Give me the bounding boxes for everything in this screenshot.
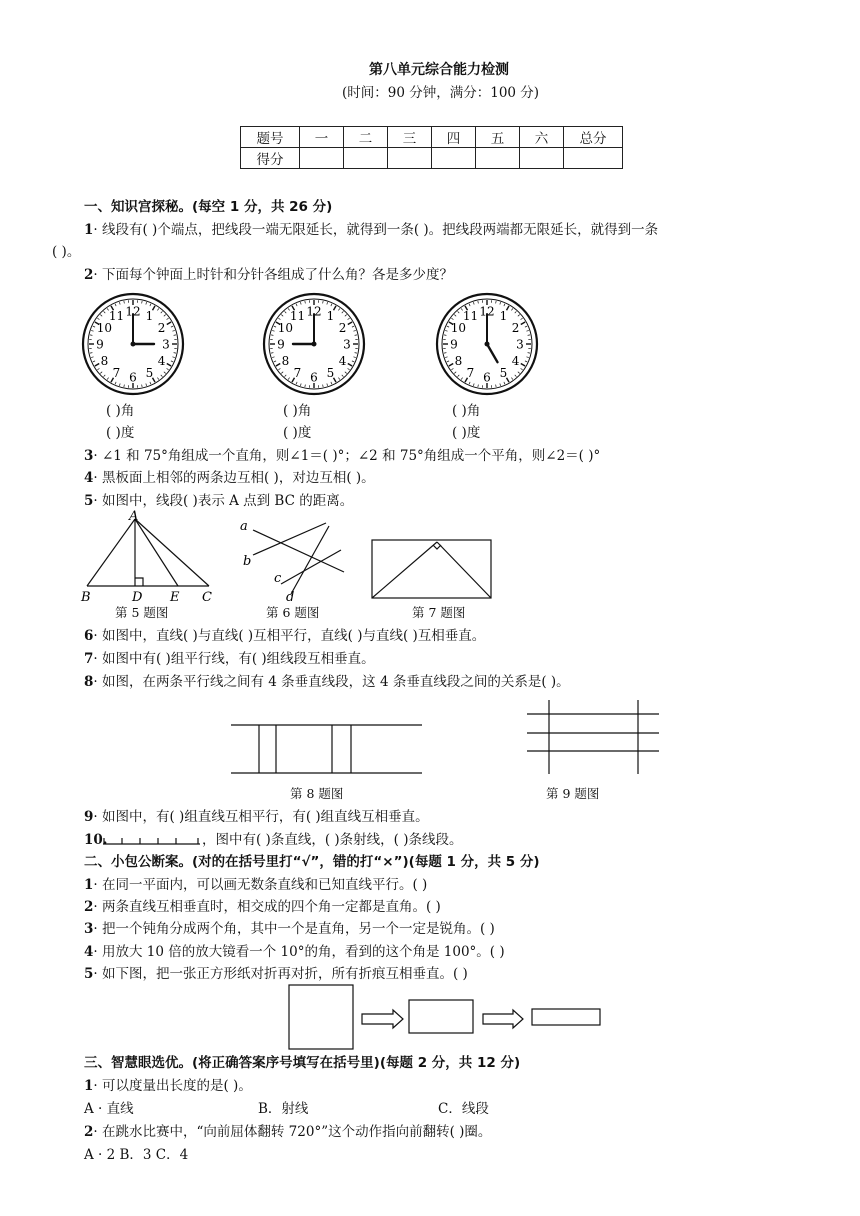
clock-3 (434, 291, 540, 397)
score-cell[interactable] (432, 148, 476, 169)
section-1-title: 一、知识宫探秘。(每空 1 分，共 26 分) (84, 199, 333, 215)
clock-tick (167, 318, 169, 319)
clock-tick (444, 353, 446, 354)
clock-tick (272, 357, 274, 358)
question-number: 10. (84, 832, 108, 848)
clock-center-pin (131, 342, 136, 347)
clock-tick (115, 382, 116, 384)
clock-center-pin (312, 342, 317, 347)
question-text: · 在跳水比赛中，“向前屈体翻转 720°”这个动作指向前翻转( )圈。 (93, 1124, 492, 1140)
score-cell[interactable] (344, 148, 388, 169)
score-header-cell: 六 (520, 127, 564, 148)
clock-number: 11 (108, 308, 125, 323)
clock-tick (305, 385, 306, 387)
clock-tick (473, 383, 474, 385)
clock-tick (305, 301, 306, 303)
clock-number: 9 (96, 337, 104, 352)
clock-tick (90, 335, 92, 336)
clock-tick (445, 357, 447, 358)
question-number: 1 (84, 877, 94, 893)
clock-tick (274, 361, 276, 362)
clock-tick (93, 326, 95, 327)
clock-tick (458, 311, 460, 313)
figure-5-label-e: E (170, 590, 180, 605)
score-cell[interactable] (300, 148, 344, 169)
clock-1-angle-blank[interactable]: ( )角 (106, 403, 135, 419)
clock-tick (345, 372, 347, 374)
clock-number: 7 (112, 366, 121, 381)
clock-tick (444, 335, 446, 336)
question-1-1-continued: ( )。 (52, 244, 81, 260)
question-1-10-text: ，图中有( )条直线，( )条射线，( )条线段。 (202, 832, 463, 848)
question-number: 2 (84, 1124, 94, 1140)
clock-tick (525, 326, 527, 327)
clock-number: 2 (511, 321, 520, 335)
question-number: 3 (84, 921, 94, 937)
paper-folding-figure (286, 984, 606, 1056)
clock-number: 4 (157, 354, 166, 368)
page-title: 第八单元综合能力检测 (369, 62, 509, 78)
question-text: · 如图中，线段( )表示 A 点到 BC 的距离。 (93, 493, 354, 509)
clock-tick (271, 353, 273, 354)
clock-tick (91, 330, 93, 331)
clock-number: 3 (343, 337, 351, 352)
clock-tick (525, 361, 527, 362)
clock-number: 2 (338, 321, 347, 335)
figure-5-label-d: D (132, 590, 143, 605)
clock-tick (93, 361, 95, 362)
clock-tick (174, 353, 176, 354)
judgement-item-3 (84, 920, 495, 938)
clock-3-degree-blank[interactable]: ( )度 (452, 425, 481, 441)
figure-8-caption: 第 8 题图 (290, 786, 344, 801)
clock-number: 10 (96, 321, 113, 335)
question-1-5 (84, 492, 353, 510)
clock-tick (97, 368, 99, 369)
clock-tick (449, 364, 453, 367)
clock-tick (496, 301, 497, 303)
choice-question-1 (84, 1077, 252, 1095)
section-3-title: 三、智慧眼选优。(将正确答案序号填写在括号里)(每题 2 分，共 12 分) (84, 1055, 521, 1071)
clock-number: 8 (100, 354, 109, 368)
figure-7-caption: 第 7 题图 (412, 605, 466, 620)
clock-tick (281, 372, 283, 374)
clock-tick (447, 361, 449, 362)
clock-tick (528, 353, 530, 354)
clock-tick (458, 375, 460, 377)
clock-tick (146, 302, 147, 304)
clock-tick (104, 311, 106, 313)
choice-option-a[interactable]: A · 直线 (84, 1101, 134, 1117)
clock-number: 7 (293, 366, 302, 381)
clock-tick (91, 357, 93, 358)
clock-number: 10 (450, 321, 467, 335)
clock-tick (276, 364, 280, 367)
clock-tick (142, 301, 143, 303)
figure-9-caption: 第 9 题图 (546, 786, 600, 801)
question-text: · ∠1 和 75°角组成一个直角，则∠1＝( )°；∠2 和 75°角组成一个平角，则∠2＝( )° (93, 448, 601, 464)
figure-6-label-b: b (243, 554, 252, 569)
figure-8-parallel-lines (228, 718, 428, 778)
question-number: 1 (84, 1078, 94, 1094)
question-1-6 (84, 627, 485, 645)
clock-tick (521, 368, 523, 369)
clock-tick (348, 364, 352, 367)
clock-tick (478, 385, 479, 387)
question-text: · 可以度量出长度的是( )。 (93, 1078, 252, 1094)
question-number: 5 (84, 966, 94, 982)
clock-tick (164, 372, 166, 374)
clock-tick (174, 335, 176, 336)
clock-tick (281, 315, 283, 317)
clock-number: 9 (450, 337, 458, 352)
clock-3-angle-blank[interactable]: ( )角 (452, 403, 481, 419)
clock-tick (451, 368, 453, 369)
clock-tick (157, 308, 158, 310)
clock-number: 11 (289, 308, 306, 323)
clock-2-degree-blank[interactable]: ( )度 (283, 425, 312, 441)
clock-center-pin (485, 342, 490, 347)
score-header-cell: 题号 (241, 127, 300, 148)
score-header-cell: 总分 (564, 127, 623, 148)
clock-number: 10 (277, 321, 294, 335)
question-1-2 (84, 266, 453, 284)
clock-tick (338, 378, 339, 380)
clock-tick (150, 382, 151, 384)
clock-tick (167, 322, 171, 325)
score-cell[interactable] (476, 148, 520, 169)
figure-5-triangle (78, 510, 218, 605)
clock-tick (272, 330, 274, 331)
clock-tick (327, 383, 328, 385)
clock-tick (119, 383, 120, 385)
clock-tick (518, 372, 520, 374)
clock-tick (521, 318, 523, 319)
clock-number: 3 (516, 337, 524, 352)
question-1-1 (84, 221, 658, 239)
figure-6-label-c: c (274, 571, 282, 586)
clock-tick (300, 383, 301, 385)
clock-tick (526, 330, 528, 331)
clock-tick (500, 383, 501, 385)
clock-tick (348, 368, 350, 369)
clock-tick (518, 315, 520, 317)
clock-tick (515, 375, 517, 377)
page-subtitle: (时间：90 分钟，满分：100 分) (342, 85, 540, 101)
clock-number: 1 (326, 308, 335, 323)
question-number: 1 (84, 222, 94, 238)
clock-tick (345, 315, 347, 317)
clock-tick (445, 330, 447, 331)
clock-tick (348, 318, 350, 319)
clock-tick (454, 315, 456, 317)
clock-tick (146, 383, 147, 385)
figure-5-caption: 第 5 题图 (115, 605, 169, 620)
question-text: · 如图中，有( )组直线互相平行，有( )组直线互相垂直。 (93, 809, 429, 825)
clock-tick (469, 304, 470, 306)
clock-tick (355, 353, 357, 354)
score-cell[interactable] (388, 148, 432, 169)
clock-tick (119, 302, 120, 304)
clock-tick (90, 353, 92, 354)
figure-5-label-c: C (202, 590, 212, 605)
clock-number: 8 (281, 354, 290, 368)
question-number: 2 (84, 267, 94, 283)
clock-tick (451, 318, 453, 319)
figure-6-label-d: d (286, 590, 295, 605)
question-text: · 下面每个钟面上时针和分针各组成了什么角？各是多少度？ (93, 267, 453, 283)
clock-number: 5 (145, 366, 154, 381)
question-1-4 (84, 469, 375, 487)
clock-number: 4 (338, 354, 347, 368)
score-header-cell: 三 (388, 127, 432, 148)
clock-tick (500, 302, 501, 304)
figure-5-label-a: A (129, 509, 139, 524)
clock-tick (142, 385, 143, 387)
judgement-item-5 (84, 965, 468, 983)
clock-tick (172, 357, 174, 358)
question-1-3 (84, 447, 600, 465)
score-cell[interactable] (564, 148, 623, 169)
clock-1 (80, 291, 186, 397)
clock-tick (296, 304, 297, 306)
score-header-cell: 二 (344, 127, 388, 148)
clock-tick (496, 385, 497, 387)
clock-tick (469, 382, 470, 384)
clock-tick (164, 315, 166, 317)
score-header-cell: 五 (476, 127, 520, 148)
question-number: 8 (84, 674, 94, 690)
clock-number: 3 (162, 337, 170, 352)
clock-tick (300, 302, 301, 304)
question-number: 3 (84, 448, 94, 464)
clock-tick (454, 372, 456, 374)
score-row-label: 得分 (241, 148, 300, 169)
section-2-title: 二、小包公断案。(对的在括号里打“√”，错的打“×”)(每题 1 分，共 5 分) (84, 854, 540, 870)
clock-number: 4 (511, 354, 520, 368)
question-text: · 线段有( )个端点，把线段一端无限延长，就得到一条( )。把线段两端都无限延长，就得到一条 (93, 222, 659, 238)
clock-tick (285, 311, 287, 313)
clock-tick (528, 335, 530, 336)
question-text: · 两条直线互相垂直时，相交成的四个角一定都是直角。( ) (93, 899, 441, 915)
clock-tick (171, 361, 173, 362)
question-number: 5 (84, 493, 94, 509)
clock-tick (342, 375, 344, 377)
choice-option-b[interactable]: B．射线 (258, 1101, 309, 1117)
clock-number: 12 (125, 304, 141, 319)
clock-tick (288, 378, 289, 380)
figure-9-grid-lines (523, 698, 663, 778)
clock-tick (161, 375, 163, 377)
clock-tick (278, 318, 280, 319)
question-number: 4 (84, 470, 94, 486)
question-text: · 把一个钝角分成两个角，其中一个是直角，另一个一定是锐角。( ) (93, 921, 495, 937)
clock-tick (352, 361, 354, 362)
question-text: · 用放大 10 倍的放大镜看一个 10°的角，看到的这个角是 100°。( ) (93, 944, 505, 960)
question-text: · 如下图，把一张正方形纸对折再对折，所有折痕互相垂直。( ) (93, 966, 468, 982)
clock-number: 1 (145, 308, 154, 323)
question-text: · 黑板面上相邻的两条边互相( )，对边互相( )。 (93, 470, 375, 486)
clock-tick (285, 375, 287, 377)
clock-tick (323, 385, 324, 387)
score-table (240, 126, 623, 169)
clock-tick (355, 335, 357, 336)
clock-tick (521, 364, 525, 367)
clock-tick (348, 322, 352, 325)
figure-6-label-a: a (240, 519, 248, 534)
clock-tick (511, 378, 512, 380)
figure-6-lines (236, 514, 366, 604)
clock-tick (278, 368, 280, 369)
clock-tick (115, 304, 116, 306)
clock-tick (274, 326, 276, 327)
clock-tick (342, 311, 344, 313)
clock-number: 6 (129, 370, 137, 385)
clock-number: 1 (499, 308, 508, 323)
clock-number: 12 (306, 304, 322, 319)
clock-hour-hand (487, 344, 498, 362)
clock-tick (323, 301, 324, 303)
question-number: 9 (84, 809, 94, 825)
question-number: 4 (84, 944, 94, 960)
figure-5-label-b: B (81, 590, 91, 605)
clock-tick (327, 302, 328, 304)
clock-tick (157, 378, 158, 380)
clock-number: 5 (499, 366, 508, 381)
clock-1-degree-blank[interactable]: ( )度 (106, 425, 135, 441)
clock-tick (167, 368, 169, 369)
clock-tick (100, 315, 102, 317)
question-text: · 如图中有( )组平行线，有( )组线段互相垂直。 (93, 651, 375, 667)
clock-tick (447, 326, 449, 327)
question-number: 6 (84, 628, 94, 644)
question-1-8 (84, 673, 570, 691)
clock-tick (461, 378, 462, 380)
choice-question-2-options[interactable]: A · 2 B．3 C．4 (84, 1147, 189, 1163)
score-cell[interactable] (520, 148, 564, 169)
clock-number: 9 (277, 337, 285, 352)
clock-number: 11 (462, 308, 479, 323)
question-1-7 (84, 650, 375, 668)
clock-tick (100, 372, 102, 374)
clock-number: 7 (466, 366, 475, 381)
clock-tick (97, 318, 99, 319)
score-table-header-row (241, 127, 623, 148)
score-header-cell: 一 (300, 127, 344, 148)
clock-tick (124, 301, 125, 303)
clock-tick (95, 364, 99, 367)
question-1-9 (84, 808, 429, 826)
clock-tick (331, 382, 332, 384)
clock-tick (473, 302, 474, 304)
clock-2 (261, 291, 367, 397)
clock-number: 12 (479, 304, 495, 319)
question-text: · 如图，在两条平行线之间有 4 条垂直线段，这 4 条垂直线段之间的关系是( )。 (93, 674, 570, 690)
clock-number: 2 (157, 321, 166, 335)
clock-number: 6 (310, 370, 318, 385)
question-10-line-figure (102, 834, 206, 848)
score-header-cell: 四 (432, 127, 476, 148)
clock-2-angle-blank[interactable]: ( )角 (283, 403, 312, 419)
clock-tick (353, 357, 355, 358)
clock-tick (526, 357, 528, 358)
clock-tick (271, 335, 273, 336)
clock-tick (511, 308, 512, 310)
choice-option-c[interactable]: C．线段 (438, 1101, 489, 1117)
clock-tick (515, 311, 517, 313)
clock-number: 8 (454, 354, 463, 368)
clock-tick (167, 364, 171, 367)
clock-tick (104, 375, 106, 377)
clock-tick (478, 301, 479, 303)
clock-tick (161, 311, 163, 313)
score-table-score-row (241, 148, 623, 169)
clock-tick (172, 330, 174, 331)
clock-tick (296, 382, 297, 384)
figure-6-caption: 第 6 题图 (266, 605, 320, 620)
clock-tick (124, 385, 125, 387)
clock-tick (521, 322, 525, 325)
question-text: · 如图中，直线( )与直线( )互相平行，直线( )与直线( )互相垂直。 (93, 628, 486, 644)
clock-tick (353, 330, 355, 331)
clock-tick (150, 304, 151, 306)
judgement-item-1 (84, 876, 427, 894)
judgement-item-2 (84, 898, 441, 916)
judgement-item-4 (84, 943, 505, 961)
clock-tick (352, 326, 354, 327)
clock-tick (338, 308, 339, 310)
clock-number: 6 (483, 370, 491, 385)
figure-7-rectangle (370, 538, 494, 602)
question-text: · 在同一平面内，可以画无数条直线和已知直线平行。( ) (93, 877, 428, 893)
question-number: 2 (84, 899, 94, 915)
clock-tick (504, 304, 505, 306)
choice-question-2 (84, 1123, 491, 1141)
clock-tick (107, 378, 108, 380)
clock-tick (331, 304, 332, 306)
question-number: 7 (84, 651, 94, 667)
clock-tick (171, 326, 173, 327)
clock-number: 5 (326, 366, 335, 381)
clock-tick (504, 382, 505, 384)
